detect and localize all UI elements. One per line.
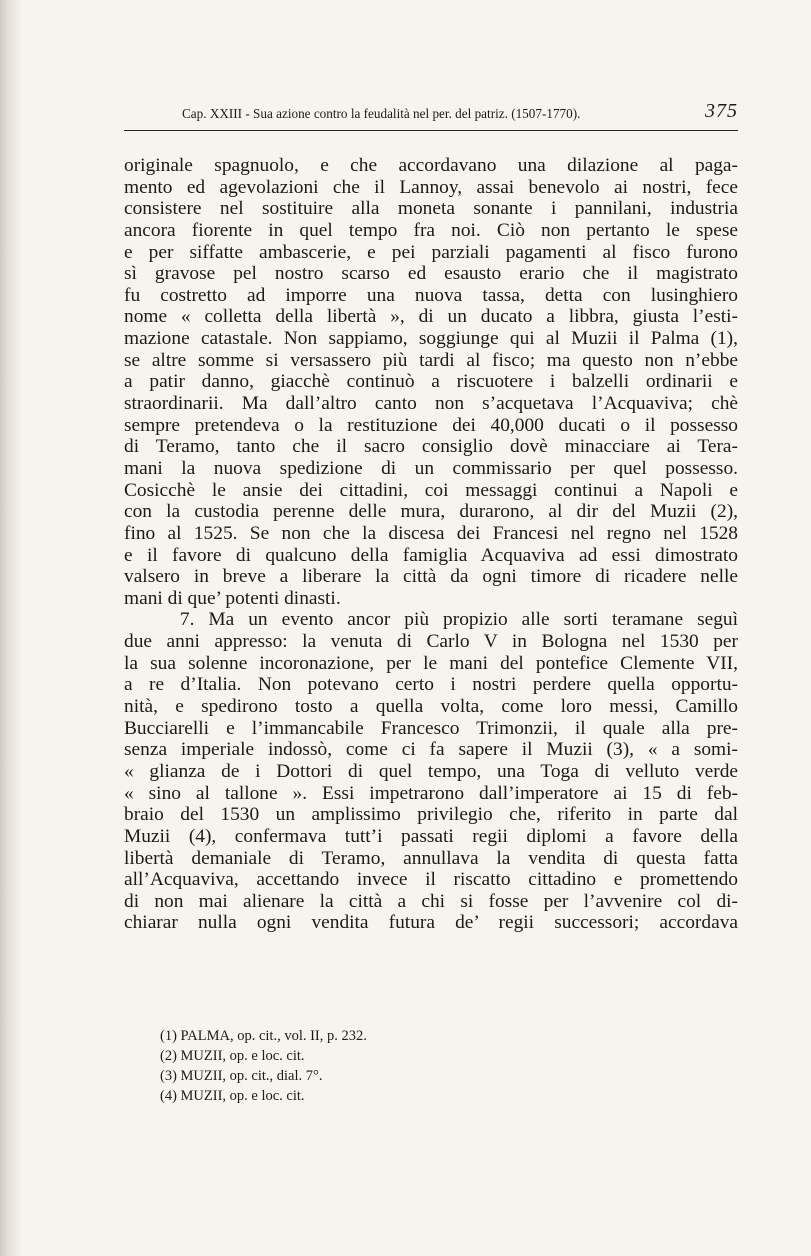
text-line: sì gravose pel nostro scarso ed esausto erario che il magistrato — [124, 263, 738, 285]
text-line: e per siffatte ambascerie, e pei parziali pagamenti al fisco furono — [124, 241, 738, 263]
text-line: nità, e spedirono tosto a quella volta, come loro messi, Camillo — [124, 696, 738, 718]
text-line: due anni appresso: la venuta di Carlo V in Bologna nel 1530 per — [124, 631, 738, 653]
text-line: chiarar nulla ogni vendita futura de’ regii successori; accordava — [124, 912, 738, 934]
text-line: la sua solenne incoronazione, per le mani del pontefice Clemente VII, — [124, 652, 738, 674]
text-line: originale spagnuolo, e che accordavano una dilazione al paga- — [124, 155, 738, 176]
running-head: Cap. XXIII - Sua azione contro la feudalità nel per. del patriz. (1507-1770). — [182, 106, 581, 121]
footnote-1: (1) PALMA, op. cit., vol. II, p. 232. — [160, 1028, 367, 1044]
text-line: e il favore di qualcuno della famiglia Acquaviva ad essi dimostrato — [124, 544, 738, 566]
text-line: Bucciarelli e l’immancabile Francesco Trimonzii, il quale alla pre- — [124, 717, 738, 739]
text-line: fino al 1525. Se non che la discesa dei Francesi nel regno nel 1528 — [124, 522, 738, 544]
text-line: Cosicchè le ansie dei cittadini, coi messaggi continui a Napoli e — [124, 479, 738, 501]
text-line: di non mai alienare la città a chi si fosse per l’avvenire col di- — [124, 890, 738, 912]
text-line: mazione catastale. Non sappiamo, soggiunge qui al Muzii il Palma (1), — [124, 328, 738, 350]
text-line: ancora fiorente in quel tempo fra noi. Ciò non pertanto le spese — [124, 219, 738, 241]
text-line: senza imperiale indossò, come ci fa sapere il Muzii (3), « a somi- — [124, 739, 738, 761]
text-line: mento ed agevolazioni che il Lannoy, assai benevolo ai nostri, fece — [124, 176, 738, 198]
text-line: a patir danno, giacchè continuò a riscuotere i balzelli ordinarii e — [124, 371, 738, 393]
text-line: se altre somme si versassero più tardi al fisco; ma questo non n’ebbe — [124, 349, 738, 371]
footnotes — [160, 1026, 560, 1106]
text-line: a re d’Italia. Non potevano certo i nostri perdere quella opportu- — [124, 674, 738, 696]
text-line: « glianza de i Dottori di quel tempo, una Toga di velluto verde — [124, 760, 738, 782]
text-line: « sino al tallone ». Essi impetrarono dall’imperatore ai 15 di feb- — [124, 782, 738, 804]
text-line: Muzii (4), confermava tutt’i passati regii diplomi a favore della — [124, 825, 738, 847]
footnote-3: (3) MUZII, op. cit., dial. 7°. — [160, 1068, 323, 1084]
footnote-4: (4) MUZII, op. e loc. cit. — [160, 1088, 305, 1104]
body-text — [124, 155, 738, 934]
page-number: 375 — [705, 100, 738, 122]
text-line: con la custodia perenne delle mura, durarono, al dir del Muzii (2), — [124, 501, 738, 523]
footnote-2: (2) MUZII, op. e loc. cit. — [160, 1048, 305, 1064]
text-line: consistere nel sostituire alla moneta sonante i pannilani, industria — [124, 198, 738, 220]
text-line: di Teramo, tanto che il sacro consiglio dovè minacciare ai Tera- — [124, 436, 738, 458]
text-line: mani la nuova spedizione di un commissario per quel possesso. — [124, 457, 738, 479]
section-start-line: 7. Ma un evento ancor più propizio alle sorti teramane seguì — [124, 609, 738, 631]
text-line: fu costretto ad imporre una nuova tassa, detta con lusinghiero — [124, 284, 738, 306]
text-line: all’Acquaviva, accettando invece il riscatto cittadino e promettendo — [124, 869, 738, 891]
text-line: sempre pretendeva o la restituzione dei 40,000 ducati o il possesso — [124, 414, 738, 436]
paragraph-end-line: mani di que’ potenti dinasti. — [124, 587, 341, 609]
text-line: nome « colletta della libertà », di un ducato a libbra, giusta l’esti- — [124, 306, 738, 328]
text-line: libertà demaniale di Teramo, annullava la vendita di questa fatta — [124, 847, 738, 869]
text-line: braio del 1530 un amplissimo privilegio che, riferito in parte dal — [124, 804, 738, 826]
text-line: straordinarii. Ma dall’altro canto non s’acquetava l’Acquaviva; chè — [124, 393, 738, 415]
text-line: valsero in breve a liberare la città da ogni timore di ricadere nelle — [124, 566, 738, 588]
page-binding-edge — [0, 0, 22, 1256]
page-header — [124, 98, 738, 131]
